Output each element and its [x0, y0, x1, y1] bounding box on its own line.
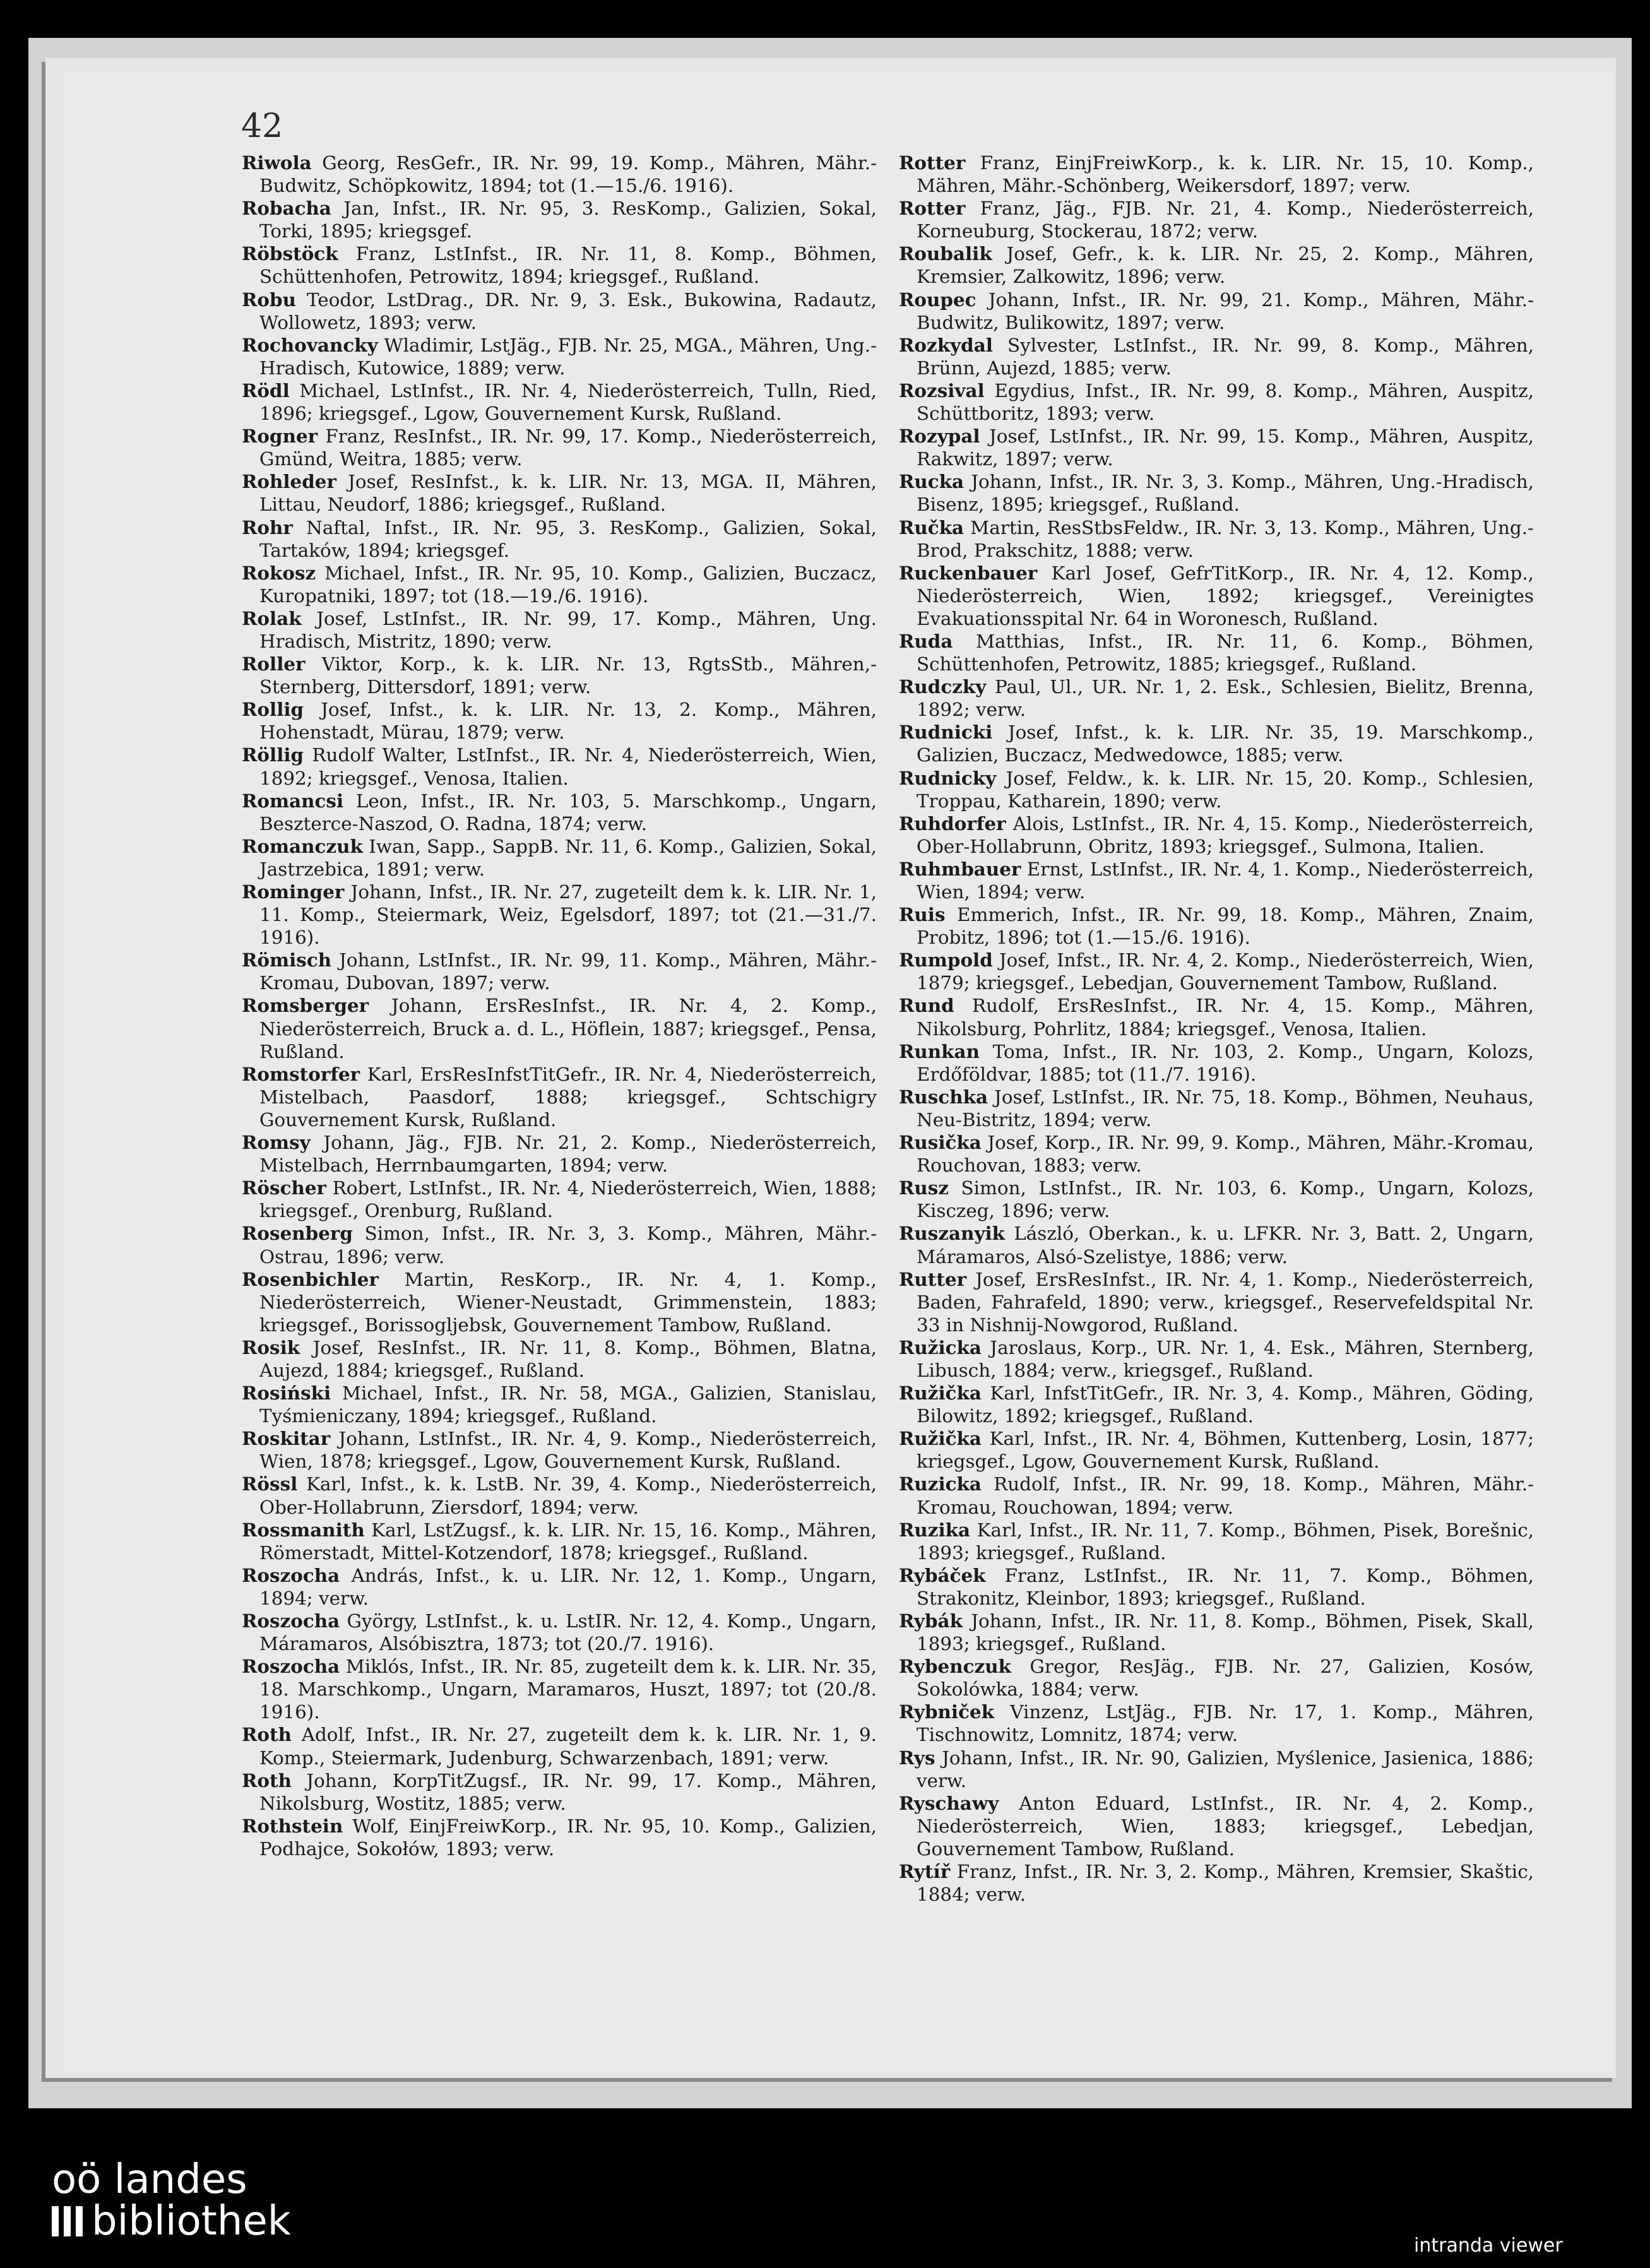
register-entry [899, 1336, 1534, 1382]
register-entry [242, 1336, 877, 1382]
register-entry [242, 607, 877, 653]
entry-details: Rudolf Walter, LstInfst., IR. Nr. 4, Niederösterreich, Wien, 1892; kriegsgef., Venosa, Italien. [259, 744, 877, 789]
entry-surname: Ruis [899, 903, 946, 926]
entry-surname: Ružička [899, 1427, 982, 1450]
entry-surname: Rys [899, 1746, 935, 1769]
register-entry [899, 151, 1534, 197]
register-entry [242, 562, 877, 607]
entry-details: Johann, Infst., IR. Nr. 11, 8. Komp., Böhmen, Pisek, Skall, 1893; kriegsgef., Rußland. [917, 1610, 1534, 1655]
entry-surname: Rusz [899, 1177, 949, 1199]
entry-details: Johann, KorpTitZugsf., IR. Nr. 99, 17. Komp., Mähren, Nikolsburg, Wostitz, 1885; verw. [259, 1769, 877, 1814]
logo-line-2: bibliothek [92, 2198, 291, 2245]
entry-surname: Rohr [242, 516, 293, 538]
register-entry [899, 242, 1534, 288]
entry-details: Toma, Infst., IR. Nr. 103, 2. Komp., Ungarn, Kolozs, Erdőföldvar, 1885; tot (11./7. 1916). [917, 1040, 1534, 1085]
entry-surname: Riwola [242, 151, 312, 174]
entry-surname: Rotter [899, 197, 966, 220]
entry-surname: Rybák [899, 1610, 963, 1632]
register-entry [242, 881, 877, 949]
library-logo[interactable] [52, 2156, 291, 2245]
register-entry [899, 903, 1534, 949]
register-entry [242, 1177, 877, 1222]
register-entry [899, 1701, 1534, 1746]
entry-details: Robert, LstInfst., IR. Nr. 4, Niederösterreich, Wien, 1888; kriegsgef., Orenburg, Rußland. [259, 1177, 877, 1222]
register-entry [899, 334, 1534, 379]
entry-surname: Röbstöck [242, 242, 338, 265]
entry-surname: Roller [242, 653, 306, 675]
entry-details: Johann, LstInfst., IR. Nr. 99, 11. Komp., Mähren, Mähr.-Kromau, Dubovan, 1897; verw. [259, 949, 877, 994]
entry-surname: Rochovancky [242, 333, 378, 356]
entry-surname: Romancsi [242, 789, 344, 812]
register-entry [899, 1564, 1534, 1610]
entry-details: László, Oberkan., k. u. LFKR. Nr. 3, Batt. 2, Ungarn, Máramaros, Alsó-Szelistye, 1886; verw. [917, 1223, 1534, 1268]
register-entry [242, 242, 877, 288]
entry-surname: Rollig [242, 698, 304, 721]
logo-bars-icon [52, 2206, 83, 2236]
entry-surname: Roszocha [242, 1655, 340, 1678]
entry-details: Josef, Gefr., k. k. LIR. Nr. 25, 2. Komp., Mähren, Kremsier, Zalkowitz, 1896; verw. [917, 243, 1534, 288]
register-entry [899, 1519, 1534, 1564]
entry-surname: Roszocha [242, 1564, 340, 1586]
entry-details: Johann, LstInfst., IR. Nr. 4, 9. Komp., Niederösterreich, Wien, 1878; kriegsgef., Lgow, Gouvernement Kursk, Rußland. [259, 1428, 877, 1473]
entry-surname: Rossmanith [242, 1518, 365, 1541]
entry-surname: Ruhdorfer [899, 812, 1006, 834]
register-entry [242, 790, 877, 835]
entry-surname: Rytíř [899, 1860, 951, 1883]
register-entry [242, 1610, 877, 1655]
entry-details: Franz, Infst., IR. Nr. 3, 2. Komp., Mähren, Kremsier, Skaštic, 1884; verw. [917, 1861, 1534, 1906]
register-entry [899, 379, 1534, 425]
entry-details: Karl Josef, GefrTitKorp., IR. Nr. 4, 12. Komp., Niederösterreich, Wien, 1892; kriegsgef., Vereinigtes Evakuationsspital Nr. 64 in Woronesch, Rußland. [917, 562, 1534, 629]
entry-details: Alois, LstInfst., IR. Nr. 4, 15. Komp., Niederösterreich, Ober-Hollabrunn, Obritz, 1893; kriegsgef., Sulmona, Italien. [917, 812, 1534, 857]
register-entry [242, 1427, 877, 1473]
entry-details: Matthias, Infst., IR. Nr. 11, 6. Komp., Böhmen, Schüttenhofen, Petrowitz, 1885; kriegsgef., Rußland. [917, 630, 1534, 675]
entry-details: Franz, LstInfst., IR. Nr. 11, 7. Komp., Böhmen, Strakonitz, Kleinbor, 1893; kriegsgef., Rußland. [917, 1564, 1534, 1609]
entry-details: Simon, LstInfst., IR. Nr. 103, 6. Komp., Ungarn, Kolozs, Kisczeg, 1896; verw. [917, 1177, 1534, 1222]
register-entry [242, 379, 877, 425]
entry-surname: Rosenbichler [242, 1268, 379, 1290]
register-entry [242, 744, 877, 789]
entry-surname: Rybáček [899, 1564, 986, 1586]
entry-surname: Runkan [899, 1040, 980, 1062]
register-entry [242, 197, 877, 242]
register-entry [242, 1769, 877, 1815]
register-entry [242, 1382, 877, 1427]
entry-details: Miklós, Infst., IR. Nr. 85, zugeteilt dem k. k. LIR. Nr. 35, 18. Marschkomp., Ungarn, Maramaros, Huszt, 1897; tot (20./8. 1916). [259, 1656, 877, 1723]
entry-surname: Röscher [242, 1177, 327, 1199]
entry-surname: Rusička [899, 1131, 982, 1154]
entry-surname: Rozypal [899, 425, 980, 448]
entry-surname: Rosenberg [242, 1222, 353, 1245]
register-entry [899, 1427, 1534, 1473]
register-entry [242, 1131, 877, 1177]
register-entry [242, 698, 877, 744]
register-entry [899, 858, 1534, 903]
entry-surname: Rogner [242, 425, 318, 448]
register-entry [899, 1222, 1534, 1268]
entry-details: Johann, Jäg., FJB. Nr. 21, 2. Komp., Niederösterreich, Mistelbach, Herrnbaumgarten, 1894; verw. [259, 1132, 877, 1177]
entry-details: Michael, Infst., IR. Nr. 58, MGA., Galizien, Stanislau, Tyśmieniczany, 1894; kriegsgef., Rußland. [259, 1382, 877, 1427]
entry-details: Josef, Infst., IR. Nr. 4, 2. Komp., Niederösterreich, Wien, 1879; kriegsgef., Lebedjan, Gouvernement Tambow, Rußland. [917, 949, 1534, 994]
register-entry [899, 994, 1534, 1040]
entry-details: Gregor, ResJäg., FJB. Nr. 27, Galizien, Kosów, Sokolówka, 1884; verw. [917, 1656, 1534, 1701]
entry-details: Wolf, EinjFreiwKorp., IR. Nr. 95, 10. Komp., Galizien, Podhajce, Sokołów, 1893; verw. [259, 1815, 877, 1860]
entry-details: Sylvester, LstInfst., IR. Nr. 99, 8. Komp., Mähren, Brünn, Aujezd, 1885; verw. [917, 334, 1534, 379]
entry-details: Martin, ResKorp., IR. Nr. 4, 1. Komp., Niederösterreich, Wiener-Neustadt, Grimmenstein, 1883; kriegsgef., Borissogljebsk, Gouvernement Tambow, Rußland. [259, 1268, 877, 1336]
entry-surname: Ruckenbauer [899, 561, 1038, 584]
register-entry [899, 675, 1534, 721]
register-entry [899, 630, 1534, 675]
entry-surname: Rund [899, 994, 954, 1017]
entry-surname: Robacha [242, 197, 331, 220]
entry-details: Johann, Infst., IR. Nr. 27, zugeteilt dem k. k. LIR. Nr. 1, 11. Komp., Steiermark, Weiz, Egelsdorf, 1897; tot (21.—31./7. 1916). [259, 881, 877, 949]
entry-details: Johann, Infst., IR. Nr. 99, 21. Komp., Mähren, Mähr.-Budwitz, Bulikowitz, 1897; verw. [917, 288, 1534, 333]
entry-details: Jaroslaus, Korp., UR. Nr. 1, 4. Esk., Mähren, Sternberg, Libusch, 1884; verw., kriegsgef., Rußland. [917, 1336, 1534, 1381]
entry-surname: Ružička [899, 1382, 982, 1404]
entry-surname: Robu [242, 288, 296, 311]
entry-surname: Ruszanyik [899, 1222, 1006, 1245]
entry-details: Michael, Infst., IR. Nr. 95, 10. Komp., Galizien, Buczacz, Kuropatniki, 1897; tot (18.—19./6. 1916). [259, 562, 877, 607]
register-entry [899, 1040, 1534, 1086]
register-entry [899, 1473, 1534, 1518]
entry-details: Ernst, LstInfst., IR. Nr. 4, 1. Komp., Niederösterreich, Wien, 1894; verw. [917, 858, 1534, 903]
entry-surname: Rokosz [242, 561, 316, 584]
register-entry [242, 1519, 877, 1564]
entry-details: Viktor, Korp., k. k. LIR. Nr. 13, RgtsStb., Mähren,-Sternberg, Dittersdorf, 1891; verw. [259, 653, 877, 698]
entry-details: Michael, LstInfst., IR. Nr. 4, Niederösterreich, Tulln, Ried, 1896; kriegsgef., Lgow, Gouvernement Kursk, Rußland. [259, 379, 877, 425]
entry-details: Josef, Feldw., k. k. LIR. Nr. 15, 20. Komp., Schlesien, Troppau, Katharein, 1890; verw. [917, 767, 1534, 812]
entry-details: Rudolf, Infst., IR. Nr. 99, 18. Komp., Mähren, Mähr.-Kromau, Rouchowan, 1894; verw. [917, 1473, 1534, 1518]
entry-details: Karl, Infst., IR. Nr. 11, 7. Komp., Böhmen, Pisek, Borešnic, 1893; kriegsgef., Rußland. [917, 1519, 1534, 1564]
register-entry [242, 653, 877, 698]
register-entry [242, 1063, 877, 1131]
register-entry [899, 812, 1534, 858]
register-entry [242, 835, 877, 881]
entry-details: Karl, Infst., IR. Nr. 4, Böhmen, Kuttenberg, Losin, 1877; kriegsgef., Lgow, Gouvernement Kursk, Rußland. [917, 1428, 1534, 1473]
register-entry [899, 1086, 1534, 1131]
entry-details: Karl, Infst., k. k. LstB. Nr. 39, 4. Komp., Niederösterreich, Ober-Hollabrunn, Ziersdorf, 1894; verw. [259, 1473, 877, 1518]
register-entry [899, 1382, 1534, 1427]
page-number: 42 [241, 107, 283, 145]
entry-details: Josef, LstInfst., IR. Nr. 99, 17. Komp., Mähren, Ung. Hradisch, Mistritz, 1890; verw. [259, 607, 877, 652]
entry-details: Karl, LstZugsf., k. k. LIR. Nr. 15, 16. Komp., Mähren, Römerstadt, Mittel-Kotzendorf, 1878; kriegsgef., Rußland. [259, 1519, 877, 1564]
register-entry [899, 1747, 1534, 1792]
entry-surname: Roth [242, 1723, 292, 1746]
entry-details: Rudolf, ErsResInfst., IR. Nr. 4, 15. Komp., Mähren, Nikolsburg, Pohrlitz, 1884; kriegsgef., Venosa, Italien. [917, 995, 1534, 1040]
entry-details: Franz, Jäg., FJB. Nr. 21, 4. Komp., Niederösterreich, Korneuburg, Stockerau, 1872; verw. [917, 198, 1534, 242]
register-entry [899, 562, 1534, 630]
register-entry [242, 1815, 877, 1860]
register-entry [899, 1610, 1534, 1655]
register-entry [899, 1655, 1534, 1701]
register-entry [242, 334, 877, 379]
register-entry [899, 721, 1534, 766]
viewer-label[interactable]: intranda viewer [1414, 2235, 1563, 2257]
entry-details: Johann, Infst., IR. Nr. 90, Galizien, Myślenice, Jasienica, 1886; verw. [917, 1747, 1534, 1791]
register-entry [899, 470, 1534, 516]
entry-surname: Romsberger [242, 994, 369, 1017]
entry-surname: Romanczuk [242, 834, 363, 857]
entry-surname: Romstorfer [242, 1062, 360, 1085]
register-entry [899, 767, 1534, 812]
entry-surname: Roszocha [242, 1610, 340, 1632]
entry-details: Iwan, Sapp., SappB. Nr. 11, 6. Komp., Galizien, Sokal, Jastrzebica, 1891; verw. [259, 835, 877, 880]
entry-surname: Röllig [242, 744, 304, 766]
register-entry [899, 425, 1534, 470]
entry-details: Josef, Infst., k. k. LIR. Nr. 35, 19. Marschkomp., Galizien, Buczacz, Medwedowce, 1885; verw. [917, 721, 1534, 766]
left-column [242, 151, 877, 1860]
entry-surname: Rolak [242, 607, 302, 629]
entry-surname: Ruhmbauer [899, 857, 1021, 880]
entry-details: Teodor, LstDrag., DR. Nr. 9, 3. Esk., Bukowina, Radautz, Wollowetz, 1893; verw. [259, 288, 877, 333]
entry-details: Josef, Infst., k. k. LIR. Nr. 13, 2. Komp., Mähren, Hohenstadt, Mürau, 1879; verw. [259, 699, 877, 744]
register-entry [899, 1860, 1534, 1906]
register-entry [899, 1792, 1534, 1860]
entry-details: Jan, Infst., IR. Nr. 95, 3. ResKomp., Galizien, Sokal, Torki, 1895; kriegsgef. [259, 198, 877, 242]
entry-surname: Roskitar [242, 1427, 331, 1450]
entry-surname: Rozkydal [899, 333, 993, 356]
entry-surname: Rybniček [899, 1701, 995, 1723]
entry-surname: Ryschawy [899, 1791, 999, 1814]
entry-surname: Ruda [899, 629, 953, 652]
register-entry [242, 994, 877, 1062]
entry-surname: Roth [242, 1769, 292, 1791]
entry-details: Franz, LstInfst., IR. Nr. 11, 8. Komp., Böhmen, Schüttenhofen, Petrowitz, 1894; kriegsgef., Rußland. [259, 243, 877, 288]
entry-details: Emmerich, Infst., IR. Nr. 99, 18. Komp., Mähren, Znaim, Probitz, 1896; tot (1.—15./6. 1916). [917, 904, 1534, 949]
entry-details: Paul, Ul., UR. Nr. 1, 2. Esk., Schlesien, Bielitz, Brenna, 1892; verw. [917, 676, 1534, 721]
entry-details: Leon, Infst., IR. Nr. 103, 5. Marschkomp., Ungarn, Beszterce-Naszod, O. Radna, 1874; verw. [259, 790, 877, 834]
entry-surname: Rybenczuk [899, 1655, 1011, 1678]
entry-details: Josef, Korp., IR. Nr. 99, 9. Komp., Mähren, Mähr.-Kromau, Rouchovan, 1883; verw. [917, 1132, 1534, 1177]
entry-details: Karl, InfstTitGefr., IR. Nr. 3, 4. Komp., Mähren, Göding, Bilowitz, 1892; kriegsgef., Rußland. [917, 1382, 1534, 1427]
entry-details: Johann, Infst., IR. Nr. 3, 3. Komp., Mähren, Ung.-Hradisch, Bisenz, 1895; kriegsgef., Rußland. [917, 471, 1534, 516]
entry-surname: Ruzika [899, 1518, 971, 1541]
entry-surname: Rothstein [242, 1814, 343, 1837]
entry-surname: Roupec [899, 288, 976, 311]
entry-surname: Rudczky [899, 675, 987, 698]
entry-details: Josef, LstInfst., IR. Nr. 75, 18. Komp., Böhmen, Neuhaus, Neu-Bistritz, 1894; verw. [917, 1086, 1534, 1131]
entry-surname: Rudnicki [899, 721, 993, 744]
entry-surname: Ružicka [899, 1336, 982, 1358]
entry-details: Naftal, Infst., IR. Nr. 95, 3. ResKomp., Galizien, Sokal, Tartaków, 1894; kriegsgef. [259, 516, 877, 561]
entry-surname: Römisch [242, 949, 332, 971]
entry-details: Wladimir, LstJäg., FJB. Nr. 25, MGA., Mähren, Ung.-Hradisch, Kutowice, 1889; verw. [259, 334, 877, 379]
entry-surname: Rumpold [899, 949, 993, 971]
entry-details: Johann, ErsResInfst., IR. Nr. 4, 2. Komp., Niederösterreich, Bruck a. d. L., Höflein, 1887; kriegsgef., Pensa, Rußland. [259, 995, 877, 1062]
entry-details: Franz, EinjFreiwKorp., k. k. LIR. Nr. 15, 10. Komp., Mähren, Mähr.-Schönberg, Weikersdorf, 1897; verw. [917, 152, 1534, 197]
register-entry [242, 949, 877, 994]
register-entry [242, 1268, 877, 1336]
entry-surname: Rössl [242, 1473, 298, 1495]
register-entry [899, 516, 1534, 562]
entry-surname: Ruzicka [899, 1473, 982, 1495]
entry-surname: Rohleder [242, 470, 336, 493]
logo-line-1: oö landes [52, 2156, 247, 2203]
entry-details: Anton Eduard, LstInfst., IR. Nr. 4, 2. Komp., Niederösterreich, Wien, 1883; kriegsgef., Lebedjan, Gouvernement Tambow, Rußland. [917, 1792, 1534, 1860]
entry-surname: Rutter [899, 1268, 967, 1290]
entry-details: Josef, ResInfst., k. k. LIR. Nr. 13, MGA. II, Mähren, Littau, Neudorf, 1886; kriegsgef., Rußland. [259, 471, 877, 516]
entry-details: György, LstInfst., k. u. LstIR. Nr. 12, 4. Komp., Ungarn, Máramaros, Alsóbisztra, 1873; tot (20./7. 1916). [259, 1610, 877, 1655]
entry-surname: Rominger [242, 881, 345, 903]
entry-surname: Rozsival [899, 379, 985, 401]
register-entry [242, 425, 877, 470]
register-entry [242, 1655, 877, 1723]
entry-details: Josef, ResInfst., IR. Nr. 11, 8. Komp., Böhmen, Blatna, Aujezd, 1884; kriegsgef., Rußland. [259, 1336, 877, 1381]
register-entry [899, 288, 1534, 334]
entry-details: Simon, Infst., IR. Nr. 3, 3. Komp., Mähren, Mähr.-Ostrau, 1896; verw. [259, 1223, 877, 1268]
entry-surname: Ruschka [899, 1085, 988, 1108]
entry-surname: Rosik [242, 1336, 300, 1358]
entry-details: András, Infst., k. u. LIR. Nr. 12, 1. Komp., Ungarn, 1894; verw. [259, 1564, 877, 1609]
entry-details: Franz, ResInfst., IR. Nr. 99, 17. Komp., Niederösterreich, Gmünd, Weitra, 1885; verw. [259, 425, 877, 470]
entry-details: Josef, LstInfst., IR. Nr. 99, 15. Komp., Mähren, Auspitz, Rakwitz, 1897; verw. [917, 425, 1534, 470]
entry-details: Georg, ResGefr., IR. Nr. 99, 19. Komp., Mähren, Mähr.-Budwitz, Schöpkowitz, 1894; tot (1.—15./6. 1916). [259, 152, 877, 197]
entry-details: Adolf, Infst., IR. Nr. 27, zugeteilt dem k. k. LIR. Nr. 1, 9. Komp., Steiermark, Judenburg, Schwarzenbach, 1891; verw. [259, 1724, 877, 1769]
register-entry [899, 1131, 1534, 1177]
entry-details: Karl, ErsResInfstTitGefr., IR. Nr. 4, Niederösterreich, Mistelbach, Paasdorf, 1888; kriegsgef., Schtschigry Gouvernement Kursk, Rußland. [259, 1063, 877, 1131]
register-entry [242, 151, 877, 197]
register-entry [242, 516, 877, 562]
right-column [899, 151, 1534, 1906]
register-entry [899, 1177, 1534, 1222]
register-entry [899, 949, 1534, 994]
entry-surname: Ručka [899, 516, 964, 538]
entry-surname: Roubalik [899, 242, 992, 265]
entry-details: Egydius, Infst., IR. Nr. 99, 8. Komp., Mähren, Auspitz, Schüttboritz, 1893; verw. [917, 379, 1534, 425]
register-entry [242, 470, 877, 516]
entry-details: Vinzenz, LstJäg., FJB. Nr. 17, 1. Komp., Mähren, Tischnowitz, Lomnitz, 1874; verw. [917, 1701, 1534, 1746]
register-entry [899, 197, 1534, 242]
register-entry [242, 1222, 877, 1268]
entry-surname: Rödl [242, 379, 290, 401]
register-entry [242, 288, 877, 334]
register-entry [242, 1564, 877, 1610]
entry-surname: Rotter [899, 151, 966, 174]
entry-surname: Rucka [899, 470, 964, 493]
entry-details: Josef, ErsResInfst., IR. Nr. 4, 1. Komp., Niederösterreich, Baden, Fahrafeld, 1890; verw., kriegsgef., Reservefeldspital Nr. 33 in Nishnij-Nowgorod, Rußland. [917, 1268, 1534, 1336]
entry-surname: Romsy [242, 1131, 311, 1154]
register-entry [242, 1473, 877, 1518]
entry-surname: Rudnicky [899, 766, 997, 789]
register-entry [242, 1723, 877, 1769]
entry-surname: Rosiński [242, 1382, 331, 1404]
entry-details: Martin, ResStbsFeldw., IR. Nr. 3, 13. Komp., Mähren, Ung.-Brod, Prakschitz, 1888; verw. [917, 516, 1534, 561]
register-entry [899, 1268, 1534, 1336]
